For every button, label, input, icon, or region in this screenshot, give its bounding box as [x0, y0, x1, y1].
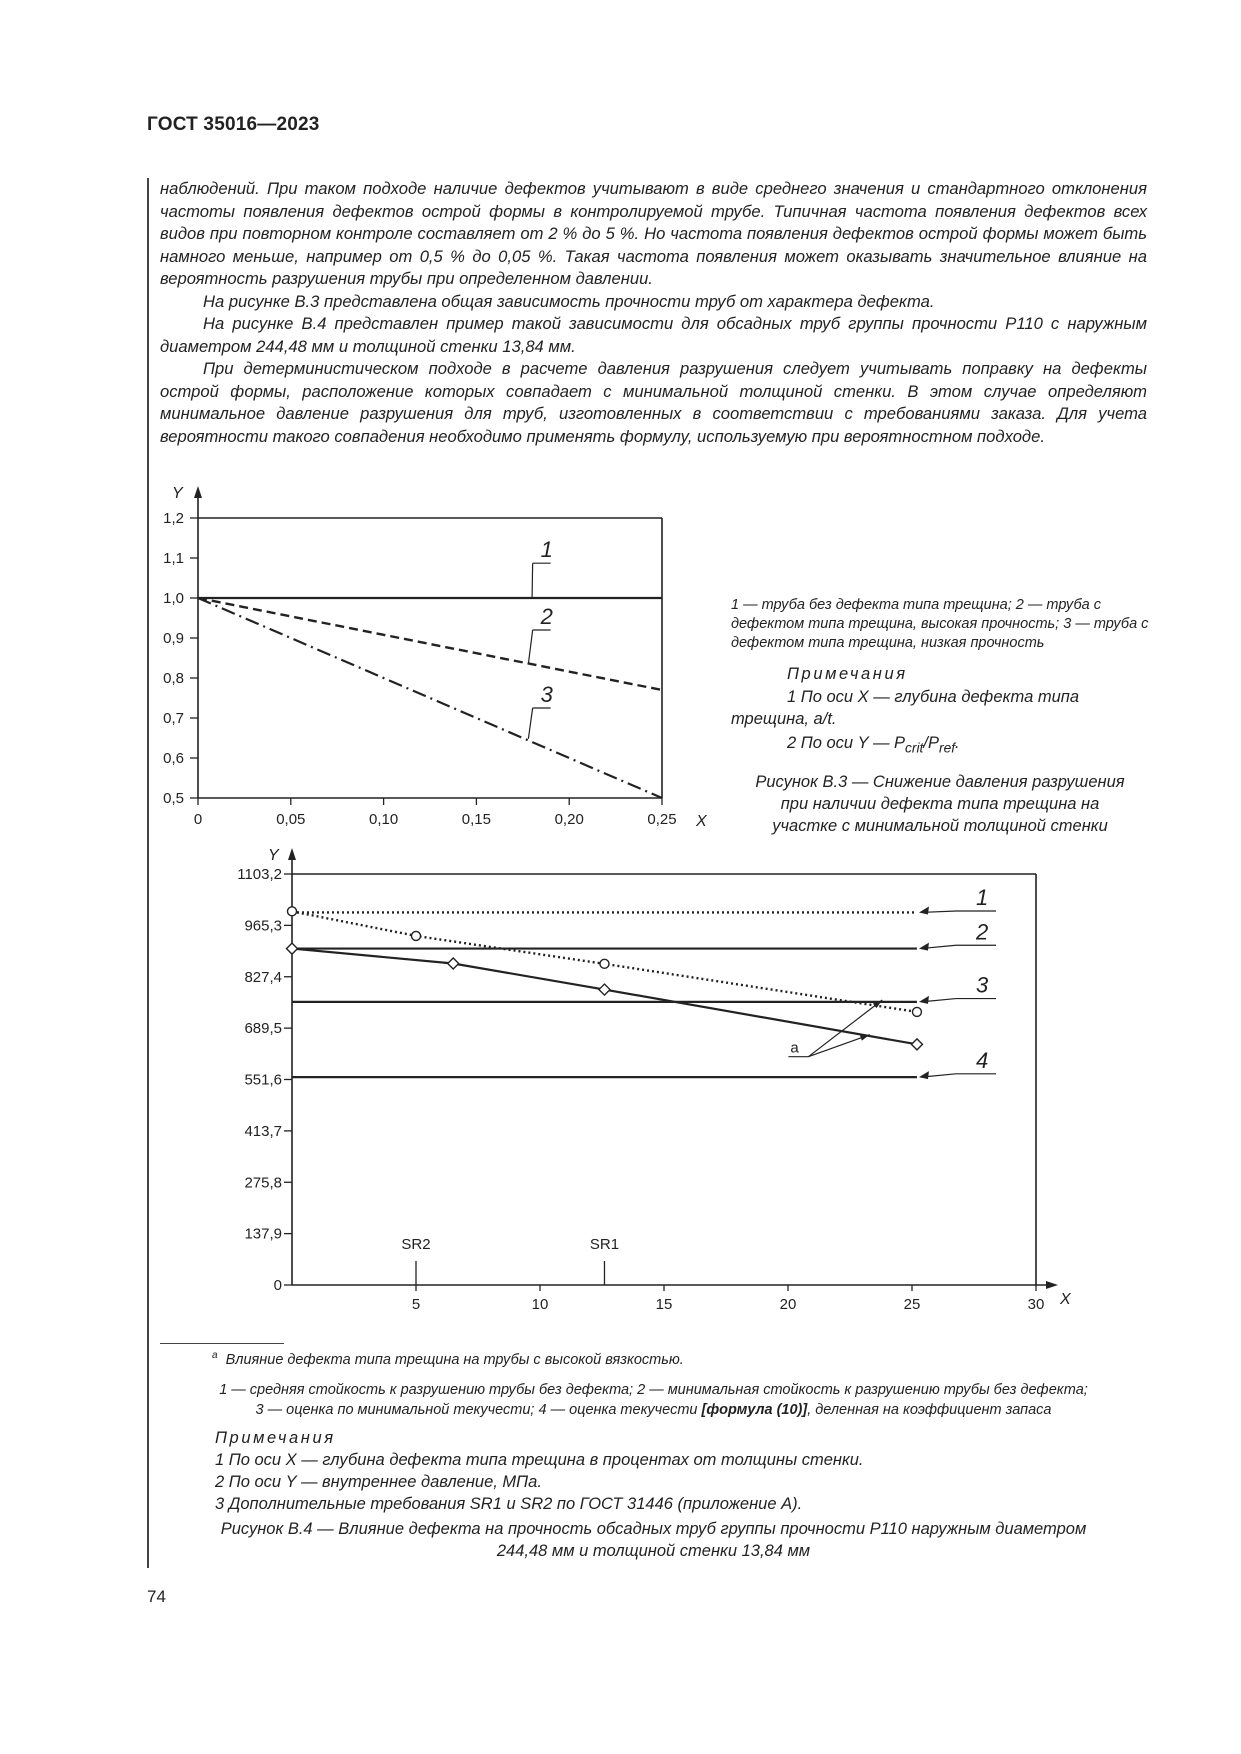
figure-b3-note-1: 1 По оси X — глубина дефекта типа: [787, 688, 1080, 706]
figure-b4-note-3: 3 Дополнительные требования SR1 и SR2 по ГОСТ 31446 (приложение А).: [215, 1495, 803, 1513]
y-tick-label: 0,5: [163, 790, 184, 807]
figure-b4-note-1: 1 По оси X — глубина дефекта типа трещина в процентах от толщины стенки.: [215, 1451, 864, 1469]
y-tick-label: 275,8: [244, 1174, 282, 1192]
annotation-a-arrowhead-2: [860, 1035, 870, 1041]
x-tick-label: 30: [1027, 1296, 1045, 1313]
y-tick-label: 0,8: [163, 670, 184, 687]
figure-b3-notes-heading: Примечания: [787, 665, 908, 683]
y-tick-label: 0,6: [163, 750, 184, 767]
marker-sr1-label: SR1: [589, 1236, 620, 1253]
series-2-pointer-arrow: [919, 943, 929, 951]
x-tick-label: 0,20: [554, 811, 584, 828]
y-tick-label: 551,6: [244, 1071, 282, 1089]
figure-b4-notes-heading: Примечания: [215, 1429, 336, 1447]
figure-b3-caption: [731, 596, 1149, 837]
paragraph-3: На рисунке В.4 представлен пример такой зависимости для обсадных труб группы прочности Р110 с наружным диаметром 244,48 мм и толщиной стенки 13,84 мм.: [160, 314, 1147, 356]
figure-b4-notes: [215, 1427, 864, 1515]
x-tick-label: 0,25: [647, 811, 677, 828]
footnote-rule: [160, 1343, 284, 1344]
y-tick-label: 0: [273, 1277, 282, 1294]
x-tick-label: 10: [531, 1296, 549, 1313]
series-1-pointer-arrow: [919, 906, 929, 914]
y-tick-label: 689,5: [244, 1020, 282, 1038]
paragraph-1: наблюдений. При таком подходе наличие дефектов учитывают в виде среднего значения и стандартного отклонения частоты появления дефектов острой формы в контролируемой трубе. Типичная частота появления дефектов всех видов при повторном контроле составляет от 2 % до 5 %. Но частота появления дефектов острой формы может быть намного меньше, например от 0,5 % до 0,05 %. Такая частота появления может оказывать значительное влияние на вероятность разрушения трубы при определенном давлении.: [160, 179, 1147, 288]
paragraph-2: На рисунке В.3 представлена общая зависимость прочности труб от характера дефекта.: [203, 291, 935, 311]
x-tick-label: 0,05: [276, 811, 306, 828]
x-tick-label: 0,15: [461, 811, 492, 828]
figure-b4-title: Рисунок В.4 — Влияние дефекта на прочность обсадных труб группы прочности Р110 наружным диаметром 244,48 мм и толщиной стенки 13,84 мм: [220, 1520, 1087, 1560]
series-3-label: 3: [540, 682, 553, 707]
series-a-circles-point: [412, 931, 421, 940]
y-axis-label: Y: [268, 847, 279, 864]
x-axis-arrow: [1046, 1281, 1058, 1289]
series-1-label: 1: [976, 884, 989, 910]
figure-b3-title: Рисунок В.3 — Снижение давления разрушения при наличии дефекта типа трещина на участке с минимальной толщиной стенки: [755, 773, 1125, 836]
series-4-pointer-arrow: [919, 1071, 929, 1079]
marker-sr2-label: SR2: [401, 1236, 431, 1253]
y-tick-label: 1,2: [163, 510, 184, 527]
series-a-circles-point: [288, 907, 297, 916]
y-tick-label: 965,3: [244, 917, 282, 935]
x-tick-label: 0,10: [368, 811, 399, 828]
y-tick-label: 1,1: [163, 550, 184, 567]
x-axis-label: X: [1060, 1291, 1071, 1308]
y-tick-label: 0,9: [163, 630, 184, 647]
figure-b3-note-1-cont: трещина, a/t.: [731, 710, 837, 728]
x-tick-label: 0: [193, 811, 203, 828]
series-a-diamonds-point: [911, 1039, 922, 1050]
x-tick-label: 15: [655, 1296, 673, 1313]
series-2-label: 2: [976, 919, 989, 945]
figure-b3-note-2: 2 По оси Y — $P_{crit}/P_{ref}$.: [787, 734, 960, 756]
y-tick-label: 413,7: [244, 1122, 282, 1140]
annotation-a-label: a: [790, 1039, 799, 1057]
series-1-label: 1: [540, 537, 553, 563]
y-tick-label: 137,9: [244, 1225, 282, 1243]
paragraph-4: При детерминистическом подходе в расчете давления разрушения следует учитывать поправку на дефекты острой формы, расположение которых совпадает с минимальной толщиной стенки. В этом случае определяют минимальное давление разрушения для труб, изготовленных в соответствии с требованиями заказа. Для учета вероятности такого совпадения необходимо применять формулу, используемую при вероятностном подходе.: [160, 359, 1147, 446]
x-tick-label: 25: [903, 1296, 921, 1313]
figure-b4-footnote: $^a$ Влияние дефекта типа трещина на трубы с высокой вязкостью.: [212, 1350, 684, 1368]
series-a-diamonds-point: [599, 984, 610, 995]
y-axis-arrow: [288, 848, 296, 860]
y-tick-label: 827,4: [244, 968, 282, 986]
series-3-pointer-arrow: [919, 996, 929, 1004]
series-a-circles-point: [912, 1007, 921, 1016]
series-a-diamonds-point: [448, 958, 459, 969]
series-2-label: 2: [540, 604, 553, 629]
y-tick-label: 1103,2: [237, 866, 282, 883]
document-header: ГОСТ 35016—2023: [147, 114, 320, 135]
x-axis-label: X: [696, 813, 707, 830]
figure-b4-legend: 1 — средняя стойкость к разрушению трубы без дефекта; 2 — минимальная стойкость к разрушению трубы без дефекта; 3 — оценка по минимальной текучести; 4 — оценка текучести [формула (10)], деленная на коэффициент запаса: [219, 1382, 1088, 1418]
figure-b4-note-2: 2 По оси Y — внутреннее давление, МПа.: [215, 1473, 542, 1491]
x-tick-label: 5: [411, 1296, 421, 1313]
series-4-label: 4: [976, 1047, 989, 1073]
figure-b3-legend: 1 — труба без дефекта типа трещина; 2 — труба с дефектом типа трещина, высокая прочность; 3 — труба с дефектом типа трещина, низкая прочность: [731, 597, 1149, 651]
x-tick-label: 20: [779, 1296, 797, 1313]
series-a-diamonds-point: [287, 943, 298, 954]
annotation-a-arrow-2: [808, 1035, 869, 1057]
y-axis-label: Y: [172, 485, 183, 502]
y-tick-label: 1,0: [163, 590, 184, 607]
series-3-label: 3: [976, 972, 989, 998]
series-a-circles-point: [600, 959, 609, 968]
y-tick-label: 0,7: [163, 710, 184, 727]
page-number: 74: [147, 1587, 166, 1606]
